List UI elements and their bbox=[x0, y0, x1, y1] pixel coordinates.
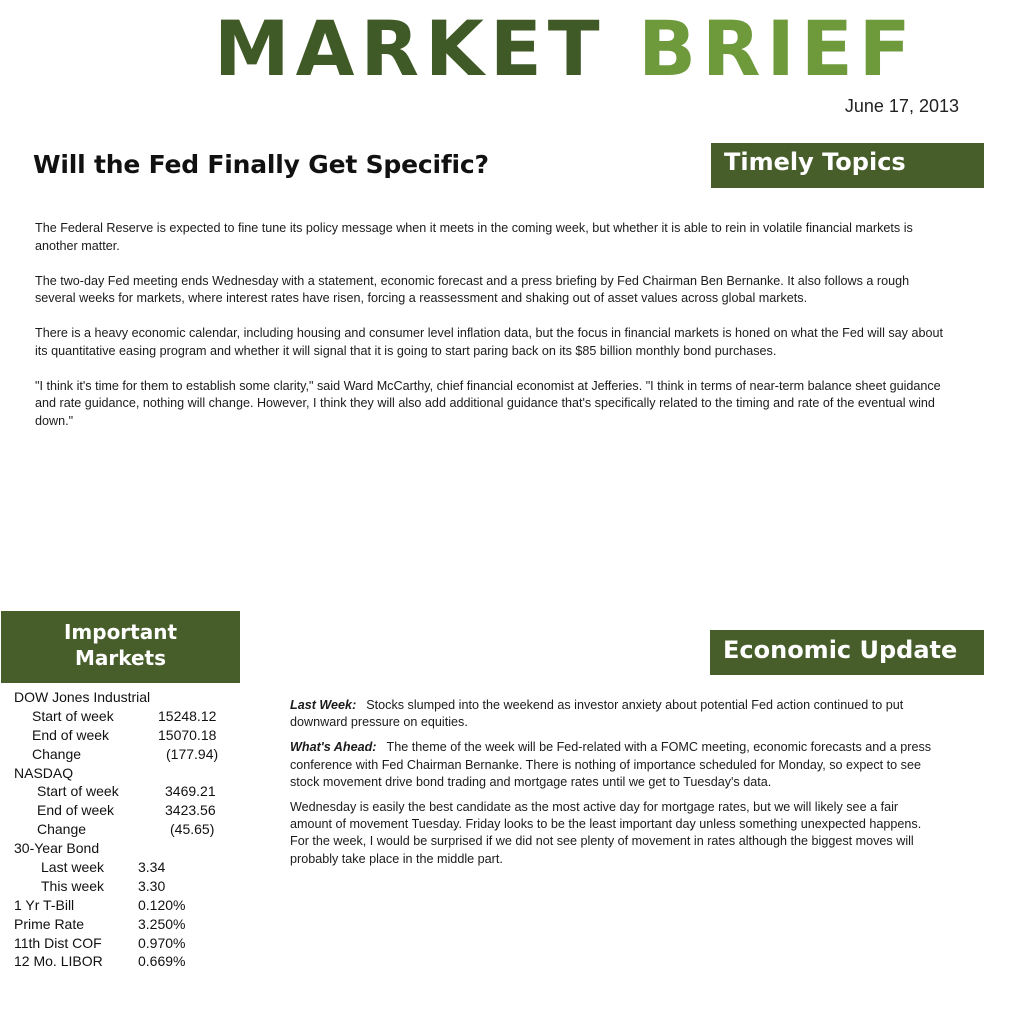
market-row bbox=[14, 915, 244, 934]
economic-update-body bbox=[290, 697, 940, 876]
market-value: 3.30 bbox=[138, 877, 166, 894]
article-body bbox=[35, 220, 945, 448]
market-value: 3.250% bbox=[138, 915, 186, 932]
markets-table bbox=[14, 688, 244, 971]
market-row bbox=[14, 934, 244, 953]
market-value: 15070.18 bbox=[158, 726, 217, 743]
market-label: 11th Dist COF bbox=[14, 934, 102, 951]
important-markets-line2: Markets bbox=[74, 646, 167, 670]
market-label: 1 Yr T-Bill bbox=[14, 896, 75, 913]
market-value: 3423.56 bbox=[165, 802, 216, 819]
important-markets-banner bbox=[1, 611, 240, 683]
closing-paragraph: Wednesday is easily the best candidate as the most active day for mortgage rates, but we will likely see a fair amount of movement Tuesday. Friday looks to be the least important day unless something unexpected happens. For the week, I would be surprised if we did not see plenty of movement in rates although the biggest moves will probably take place in the middle part. bbox=[290, 800, 922, 866]
market-label: DOW Jones Industrial bbox=[14, 689, 151, 705]
market-value: 0.120% bbox=[138, 896, 186, 913]
market-row bbox=[14, 764, 244, 783]
article-paragraph: The Federal Reserve is expected to fine tune its policy message when it meets in the coming week, but whether it is able to rein in volatile financial markets is another matter. bbox=[35, 221, 913, 253]
market-row bbox=[14, 858, 244, 877]
masthead-title bbox=[214, 6, 974, 92]
market-row bbox=[14, 896, 244, 915]
economic-update-banner: Economic Update bbox=[710, 630, 984, 675]
last-week-paragraph bbox=[290, 697, 940, 731]
market-label: This week bbox=[41, 877, 105, 894]
market-value: 0.669% bbox=[138, 953, 186, 970]
article-headline: Will the Fed Finally Get Specific? bbox=[33, 150, 489, 179]
market-value: (177.94) bbox=[166, 745, 219, 762]
market-row bbox=[14, 801, 244, 820]
market-label: End of week bbox=[32, 726, 110, 743]
market-label: 12 Mo. LIBOR bbox=[14, 953, 103, 970]
masthead-word-market: MARKET bbox=[214, 4, 606, 93]
market-label: 30-Year Bond bbox=[14, 840, 100, 857]
whats-ahead-paragraph bbox=[290, 739, 940, 791]
market-value: 15248.12 bbox=[158, 707, 217, 724]
market-row bbox=[14, 952, 244, 971]
market-row bbox=[14, 688, 244, 707]
last-week-text: Stocks slumped into the weekend as investor anxiety about potential Fed action continued to put downward pressure on equities. bbox=[290, 698, 904, 730]
article-paragraph: "I think it's time for them to establish some clarity," said Ward McCarthy, chief financial economist at Jefferies. "I think in terms of near-term balance sheet guidance and rate guidance, nothing will change. However, I think they will also add additional guidance that's specifically related to the timing and rate of the eventual wind down." bbox=[35, 378, 941, 428]
whats-ahead-label: What's Ahead: bbox=[290, 740, 377, 755]
market-row bbox=[14, 745, 244, 764]
market-label: Change bbox=[32, 745, 82, 762]
market-row bbox=[14, 820, 244, 839]
market-label: End of week bbox=[37, 802, 115, 819]
market-label: Change bbox=[37, 821, 87, 838]
market-value: 0.970% bbox=[138, 934, 186, 951]
market-row bbox=[14, 839, 244, 858]
market-label: Last week bbox=[41, 859, 105, 876]
market-label: Prime Rate bbox=[14, 915, 85, 932]
masthead-word-brief: BRIEF bbox=[638, 4, 917, 93]
issue-date: June 17, 2013 bbox=[844, 96, 959, 116]
market-row bbox=[14, 726, 244, 745]
timely-topics-banner: Timely Topics bbox=[711, 143, 984, 188]
important-markets-line1: Important bbox=[63, 620, 178, 644]
market-label: NASDAQ bbox=[14, 764, 74, 781]
market-value: 3469.21 bbox=[165, 783, 216, 800]
market-label: Start of week bbox=[37, 783, 119, 800]
market-row bbox=[14, 877, 244, 896]
article-paragraph: The two-day Fed meeting ends Wednesday with a statement, economic forecast and a press briefing by Fed Chairman Ben Bernanke. It also follows a rough several weeks for markets, where interest rates have risen, forcing a reassessment and shaking out of asset values across global markets. bbox=[35, 273, 910, 305]
market-label: Start of week bbox=[32, 707, 114, 724]
market-row bbox=[14, 707, 244, 726]
market-row bbox=[14, 782, 244, 801]
article-paragraph: There is a heavy economic calendar, including housing and consumer level inflation data, but the focus in financial markets is honed on what the Fed will say about its quantitative easing program and whether it will signal that it is going to start paring back on its $85 billion monthly bond purchases. bbox=[35, 326, 943, 358]
whats-ahead-text: The theme of the week will be Fed-related with a FOMC meeting, economic forecasts and a press conference with Fed Chairman Bernanke. There is nothing of importance scheduled for Monday, so expect to see stock movement drive bond trading and mortgage rates until we get to Tuesday's data. bbox=[290, 740, 932, 789]
market-value: 3.34 bbox=[138, 859, 166, 876]
last-week-label: Last Week: bbox=[290, 698, 357, 712]
market-value: (45.65) bbox=[170, 821, 215, 838]
